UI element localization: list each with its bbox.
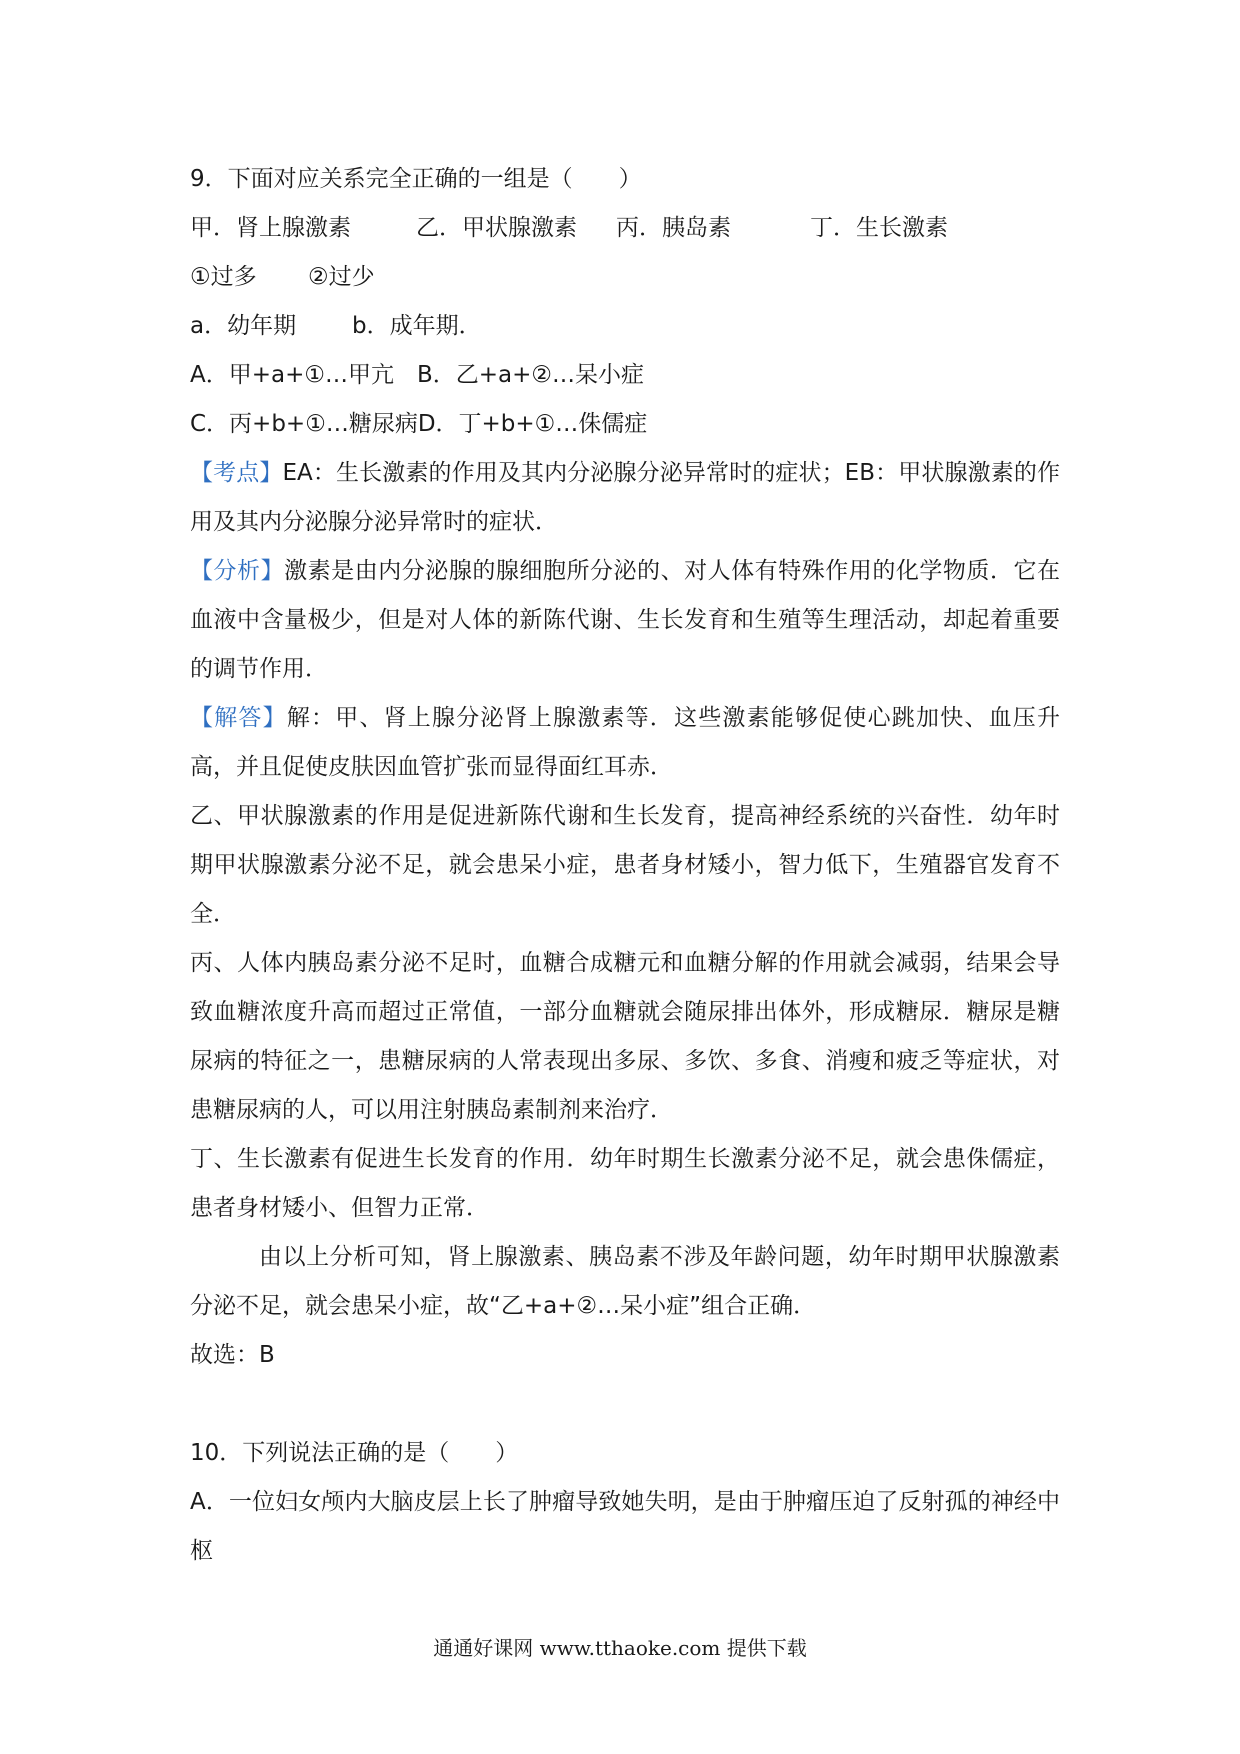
jieda-tag: 【解答】	[190, 705, 287, 731]
page-footer: 通通好课网 www.tthaoke.com 提供下载	[433, 1636, 807, 1660]
option-a-b: A．甲+a+①…甲亢 B．乙+a+②…呆小症	[190, 362, 645, 388]
stage-item: a．幼年期	[190, 313, 297, 339]
fenxi-section	[190, 547, 1060, 694]
fenxi-tag: 【分析】	[190, 558, 285, 584]
amount-item: ②过少	[308, 264, 375, 290]
document-body	[190, 155, 1060, 1576]
conclusion-paragraph: 由以上分析可知，肾上腺激素、胰岛素不涉及年龄问题，幼年时期甲状腺激素分泌不足，就会患呆小症，故“乙+a+②…呆小症”组合正确．	[190, 1244, 1060, 1319]
question-spacer	[190, 1380, 1060, 1429]
hormone-item: 甲．肾上腺激素	[190, 215, 351, 241]
kaodian-tag: 【考点】	[190, 460, 283, 486]
kaodian-section	[190, 449, 1060, 547]
paragraph-ding: 丁、生长激素有促进生长发育的作用．幼年时期生长激素分泌不足，就会患侏儒症，患者身材矮小、但智力正常．	[190, 1146, 1060, 1221]
paragraph-yi: 乙、甲状腺激素的作用是促进新陈代谢和生长发育，提高神经系统的兴奋性．幼年时期甲状腺激素分泌不足，就会患呆小症，患者身材矮小，智力低下，生殖器官发育不全．	[190, 803, 1060, 927]
jieda-section	[190, 694, 1060, 792]
fenxi-text: 激素是由内分泌腺的腺细胞所分泌的、对人体有特殊作用的化学物质．它在血液中含量极少，但是对人体的新陈代谢、生长发育和生殖等生理活动，却起着重要的调节作用．	[190, 558, 1061, 682]
paragraph-bing: 丙、人体内胰岛素分泌不足时，血糖合成糖元和血糖分解的作用就会减弱，结果会导致血糖浓度升高而超过正常值，一部分血糖就会随尿排出体外，形成糖尿．糖尿是糖尿病的特征之一，患糖尿病的人常表现出多尿、多饮、多食、消瘦和疲乏等症状，对患糖尿病的人，可以用注射胰岛素制剂来治疗．	[190, 950, 1060, 1123]
question-9-stem: 9．下面对应关系完全正确的一组是（ ）	[190, 166, 642, 192]
answer-line: 故选：B	[190, 1342, 275, 1368]
hormone-item: 乙．甲状腺激素	[416, 215, 577, 241]
option-c-d: C．丙+b+①…糖尿病D．丁+b+①…侏儒症	[190, 411, 648, 437]
amount-item: ①过多	[190, 264, 257, 290]
hormone-list	[190, 204, 1060, 253]
amount-list	[190, 253, 1060, 302]
question-10-stem: 10．下列说法正确的是（ ）	[190, 1440, 519, 1466]
hormone-item: 丁．生长激素	[810, 215, 948, 241]
kaodian-text: EA：生长激素的作用及其内分泌腺分泌异常时的症状；EB：甲状腺激素的作用及其内分泌腺分泌异常时的症状．	[190, 460, 1061, 535]
hormone-item: 丙．胰岛素	[616, 215, 731, 241]
stage-list	[190, 302, 1060, 351]
jieda-text: 解：甲、肾上腺分泌肾上腺激素等．这些激素能够促使心跳加快、血压升高，并且促使皮肤因血管扩张而显得面红耳赤．	[190, 705, 1061, 780]
question-10-option-a: A．一位妇女颅内大脑皮层上长了肿瘤导致她失明，是由于肿瘤压迫了反射孤的神经中枢	[190, 1489, 1060, 1564]
stage-item: b．成年期．	[352, 313, 482, 339]
